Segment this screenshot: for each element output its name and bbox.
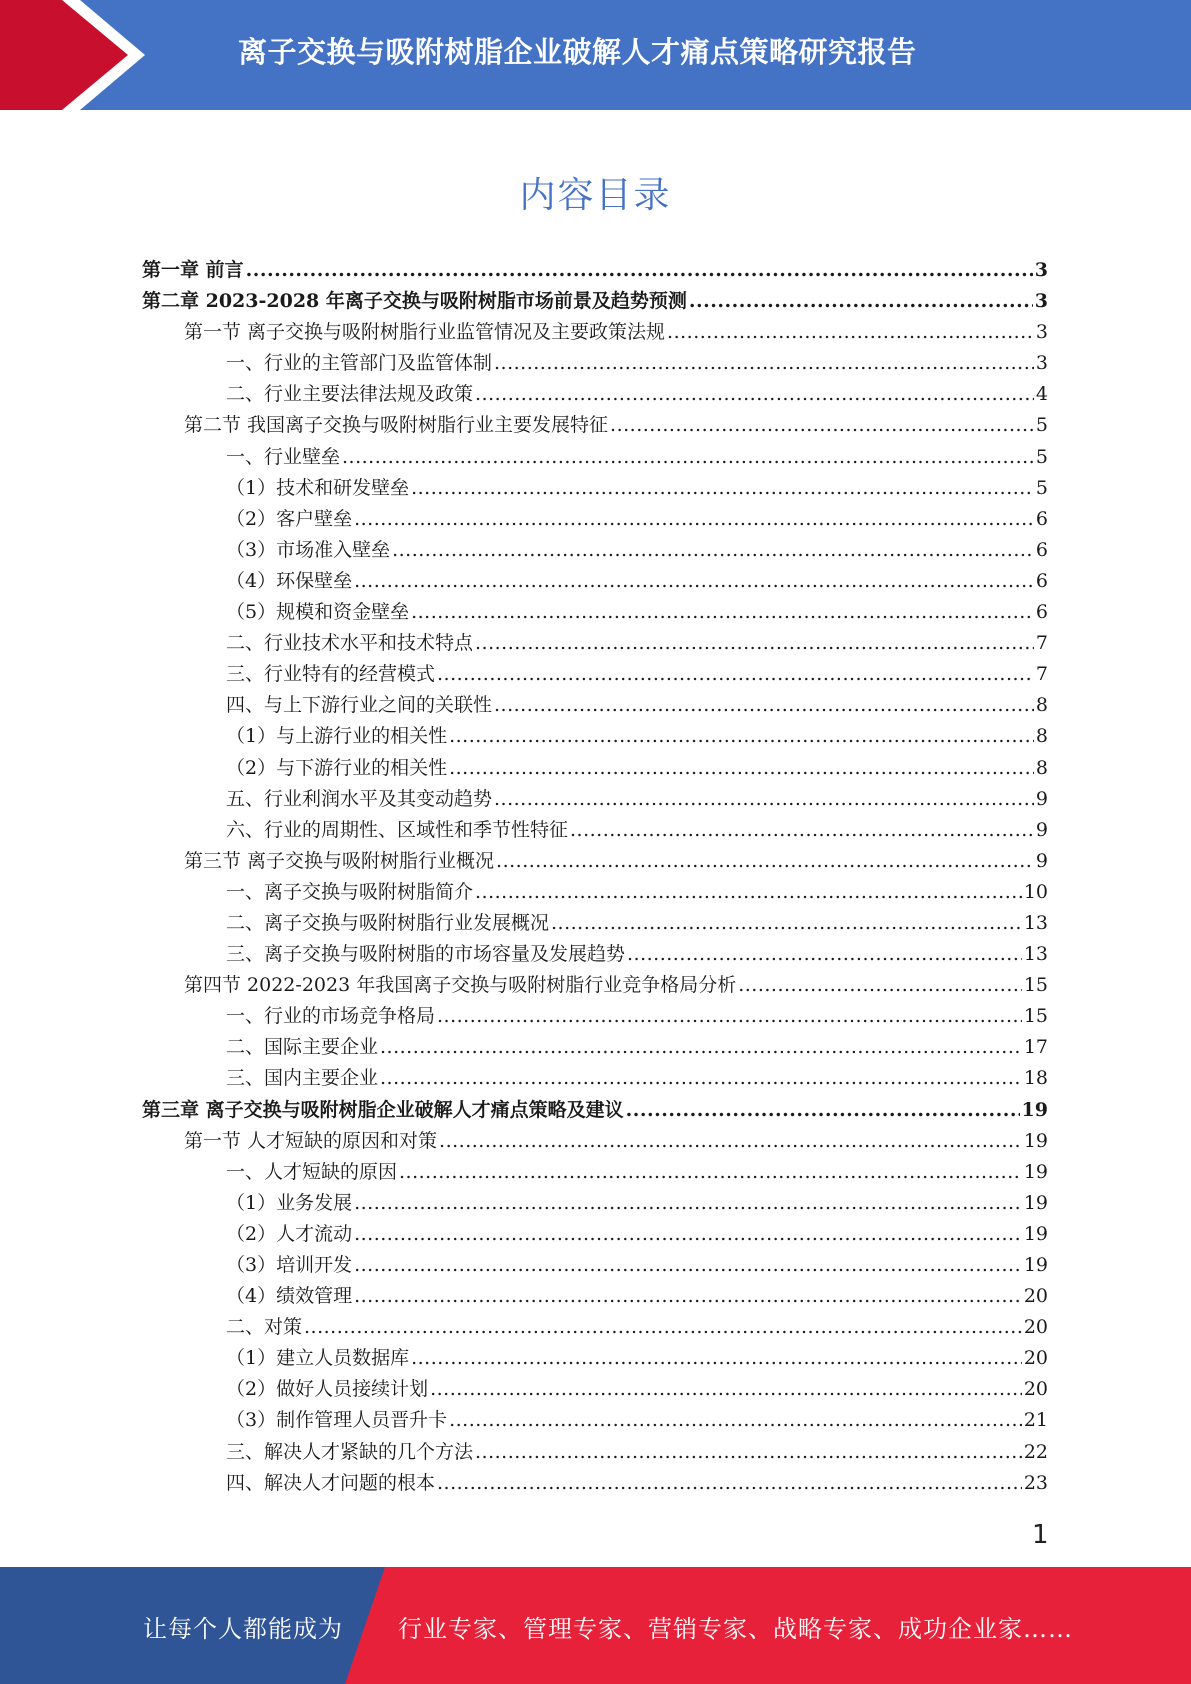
toc-entry-page: 21 [1023,1409,1048,1432]
toc-entry[interactable] [142,628,1048,659]
toc-entry-page: 20 [1023,1316,1048,1339]
toc-entry-title: 六、行业的周期性、区域性和季节性特征 [226,818,569,841]
toc-entry-page: 9 [1035,818,1048,841]
toc-entry-title: （2）客户壁垒 [226,507,353,530]
toc-entry-title: （2）做好人员接续计划 [226,1378,429,1401]
toc-entry-page: 8 [1035,756,1048,779]
toc-entry[interactable] [142,970,1048,1001]
toc-entry-title: 第一节 人才短缺的原因和对策 [184,1129,438,1152]
toc-entry[interactable] [142,877,1048,908]
toc-leader-dots [342,442,1034,473]
toc-entry-page: 13 [1023,911,1048,934]
toc-leader-dots [475,628,1034,659]
toc-leader-dots [689,286,1033,317]
toc-entry-title: （1）建立人员数据库 [226,1347,410,1370]
toc-entry[interactable] [142,1001,1048,1032]
toc-entry-page: 15 [1023,1005,1048,1028]
toc-entry-page: 6 [1035,507,1048,530]
toc-entry-title: 第一章 前言 [142,259,244,281]
toc-leader-dots [354,1281,1022,1312]
toc-entry-page: 19 [1023,1222,1048,1245]
toc-entry[interactable] [142,566,1048,597]
toc-leader-dots [570,815,1034,846]
toc-entry-page: 13 [1023,943,1048,966]
toc-entry[interactable] [142,1374,1048,1405]
toc-entry[interactable] [142,473,1048,504]
toc-entry[interactable] [142,1032,1048,1063]
toc-entry[interactable] [142,504,1048,535]
toc-entry-page: 20 [1023,1285,1048,1308]
toc-leader-dots [437,1468,1022,1499]
toc-entry-title: 一、人才短缺的原因 [226,1160,398,1183]
toc-entry-title: 第四节 2022-2023 年我国离子交换与吸附树脂行业竞争格局分析 [184,974,737,997]
toc-leader-dots [354,1250,1022,1281]
toc-leader-dots [475,379,1034,410]
toc-entry-title: （2）人才流动 [226,1222,353,1245]
toc-entry-page: 19 [1021,1098,1048,1121]
toc-leader-dots [551,908,1022,939]
toc-entry-page: 4 [1035,383,1048,406]
toc-entry[interactable] [142,1126,1048,1157]
toc-leader-dots [246,255,1033,286]
toc-entry-page: 6 [1035,569,1048,592]
toc-entry-page: 9 [1035,787,1048,810]
toc-entry[interactable] [142,1095,1048,1126]
toc-leader-dots [399,1157,1022,1188]
toc-entry-page: 3 [1034,290,1048,313]
toc-leader-dots [437,659,1034,690]
toc-leader-dots [627,939,1022,970]
toc-leader-dots [411,1343,1022,1374]
toc-entry[interactable] [142,379,1048,410]
footer-banner [0,1567,1191,1684]
toc-leader-dots [738,970,1022,1001]
toc-entry-title: 四、与上下游行业之间的关联性 [226,694,493,717]
toc-entry-page: 20 [1023,1378,1048,1401]
toc-entry-title: 五、行业利润水平及其变动趋势 [226,787,493,810]
toc-entry-page: 3 [1035,352,1048,375]
toc-leader-dots [667,317,1034,348]
toc-entry-title: （4）环保壁垒 [226,569,353,592]
toc-entry-title: 第三节 离子交换与吸附树脂行业概况 [184,849,495,872]
toc-entry-title: （5）规模和资金壁垒 [226,601,410,624]
toc-entry[interactable] [142,753,1048,784]
toc-entry[interactable] [142,442,1048,473]
toc-entry-title: （2）与下游行业的相关性 [226,756,448,779]
toc-entry[interactable] [142,690,1048,721]
toc-entry-page: 6 [1035,601,1048,624]
toc-leader-dots [304,1312,1022,1343]
toc-entry-title: 三、国内主要企业 [226,1067,379,1090]
header-bar [0,0,1191,110]
toc-entry-title: 二、行业主要法律法规及政策 [226,383,474,406]
toc-entry-title: 第二章 2023-2028 年离子交换与吸附树脂市场前景及趋势预测 [142,290,687,313]
toc-entry-title: 第一节 离子交换与吸附树脂行业监管情况及主要政策法规 [184,321,666,344]
toc-entry-title: 二、对策 [226,1316,303,1339]
toc-leader-dots [392,535,1034,566]
toc-entry[interactable] [142,1063,1048,1094]
footer-slogan-right: 行业专家、管理专家、营销专家、战略专家、成功企业家…… [398,1615,1073,1643]
toc-entry-page: 7 [1035,663,1048,686]
toc-entry-page: 6 [1035,538,1048,561]
toc-entry-page: 15 [1023,974,1048,997]
page-number: 1 [1032,1520,1049,1550]
toc-entry-title: 一、行业的市场竞争格局 [226,1005,436,1028]
toc-entry-title: 第二节 我国离子交换与吸附树脂行业主要发展特征 [184,414,609,437]
toc-entry[interactable] [142,1312,1048,1343]
toc-leader-dots [449,721,1034,752]
toc-leader-dots [437,1001,1022,1032]
toc-entry[interactable] [142,410,1048,441]
toc-entry-title: 第三章 离子交换与吸附树脂企业破解人才痛点策略及建议 [142,1098,624,1121]
toc-entry-title: （1）业务发展 [226,1191,353,1214]
toc-entry-page: 5 [1035,476,1048,499]
toc-leader-dots [494,348,1034,379]
toc-entry-title: （3）市场准入壁垒 [226,538,391,561]
toc-entry-page: 3 [1035,321,1048,344]
toc-leader-dots [449,1405,1022,1436]
toc-entry-page: 19 [1023,1160,1048,1183]
toc-leader-dots [430,1374,1022,1405]
toc-leader-dots [354,1188,1022,1219]
toc-entry[interactable] [142,1188,1048,1219]
toc-entry[interactable] [142,1405,1048,1436]
toc-entry[interactable] [142,1157,1048,1188]
toc-leader-dots [380,1032,1022,1063]
toc-entry-page: 22 [1023,1440,1048,1463]
toc-entry-title: 二、国际主要企业 [226,1036,379,1059]
toc-entry-page: 18 [1023,1067,1048,1090]
toc-entry[interactable] [142,255,1048,286]
toc-entry[interactable] [142,939,1048,970]
report-title: 离子交换与吸附树脂企业破解人才痛点策略研究报告 [238,35,917,69]
toc-entry-page: 23 [1023,1471,1048,1494]
toc-entry[interactable] [142,659,1048,690]
toc-entry-title: 一、行业壁垒 [226,445,341,468]
toc-entry[interactable] [142,1281,1048,1312]
toc-entry-page: 5 [1035,445,1048,468]
toc-leader-dots [354,504,1034,535]
toc-entry[interactable] [142,908,1048,939]
toc-entry[interactable] [142,597,1048,628]
toc-entry-title: （3）培训开发 [226,1254,353,1276]
toc-entry-page: 20 [1023,1347,1048,1370]
toc-entry-page: 19 [1023,1129,1048,1152]
toc-leader-dots [494,784,1034,815]
toc-heading: 内容目录 [519,175,672,216]
toc-entry-page: 17 [1023,1036,1048,1059]
toc-entry-page: 9 [1035,849,1048,872]
toc-entry-title: 一、行业的主管部门及监管体制 [226,352,493,375]
toc-entry[interactable] [142,1219,1048,1250]
toc-entry-page: 3 [1034,259,1048,281]
toc-entry[interactable] [142,1343,1048,1374]
toc-entry[interactable] [142,348,1048,379]
toc-entry-title: 三、离子交换与吸附树脂的市场容量及发展趋势 [226,943,626,966]
toc-entry[interactable] [142,1437,1048,1468]
toc-leader-dots [411,597,1034,628]
toc-entry[interactable] [142,1468,1048,1499]
toc-leader-dots [380,1063,1022,1094]
toc-entry[interactable] [142,1250,1048,1281]
toc-entry-page: 8 [1035,694,1048,717]
toc-leader-dots [626,1095,1020,1126]
footer-slogan-left: 让每个人都能成为 [143,1615,343,1643]
toc-entry-title: 三、行业特有的经营模式 [226,663,436,686]
toc-entry[interactable] [142,286,1048,317]
toc-entry-title: （4）绩效管理 [226,1285,353,1308]
toc-entry[interactable] [142,846,1048,877]
toc-entry-page: 19 [1023,1191,1048,1214]
toc-entry-page: 10 [1023,880,1048,903]
toc-leader-dots [475,1437,1022,1468]
toc-entry-page: 7 [1035,632,1048,655]
toc-entry-page: 5 [1035,414,1048,437]
toc-entry-title: （3）制作管理人员晋升卡 [226,1409,448,1432]
toc-leader-dots [439,1126,1022,1157]
toc-leader-dots [354,566,1034,597]
toc-entry[interactable] [142,535,1048,566]
toc-leader-dots [610,410,1034,441]
toc-entry-title: 二、离子交换与吸附树脂行业发展概况 [226,911,550,934]
toc-entry-page: 8 [1035,725,1048,748]
toc-leader-dots [496,846,1034,877]
toc-leader-dots [494,690,1034,721]
toc-leader-dots [411,473,1034,504]
table-of-contents [142,255,1048,1499]
toc-entry-title: （1）技术和研发壁垒 [226,476,410,499]
toc-entry-title: 四、解决人才问题的根本 [226,1471,436,1494]
toc-entry[interactable] [142,815,1048,846]
toc-entry[interactable] [142,721,1048,752]
toc-leader-dots [449,753,1034,784]
toc-leader-dots [354,1219,1022,1250]
toc-entry[interactable] [142,317,1048,348]
toc-entry[interactable] [142,784,1048,815]
toc-entry-title: 三、解决人才紧缺的几个方法 [226,1440,474,1463]
toc-leader-dots [475,877,1022,908]
toc-entry-page: 19 [1023,1254,1048,1276]
toc-entry-title: 二、行业技术水平和技术特点 [226,632,474,655]
toc-entry-title: （1）与上游行业的相关性 [226,725,448,748]
toc-entry-title: 一、离子交换与吸附树脂简介 [226,880,474,903]
